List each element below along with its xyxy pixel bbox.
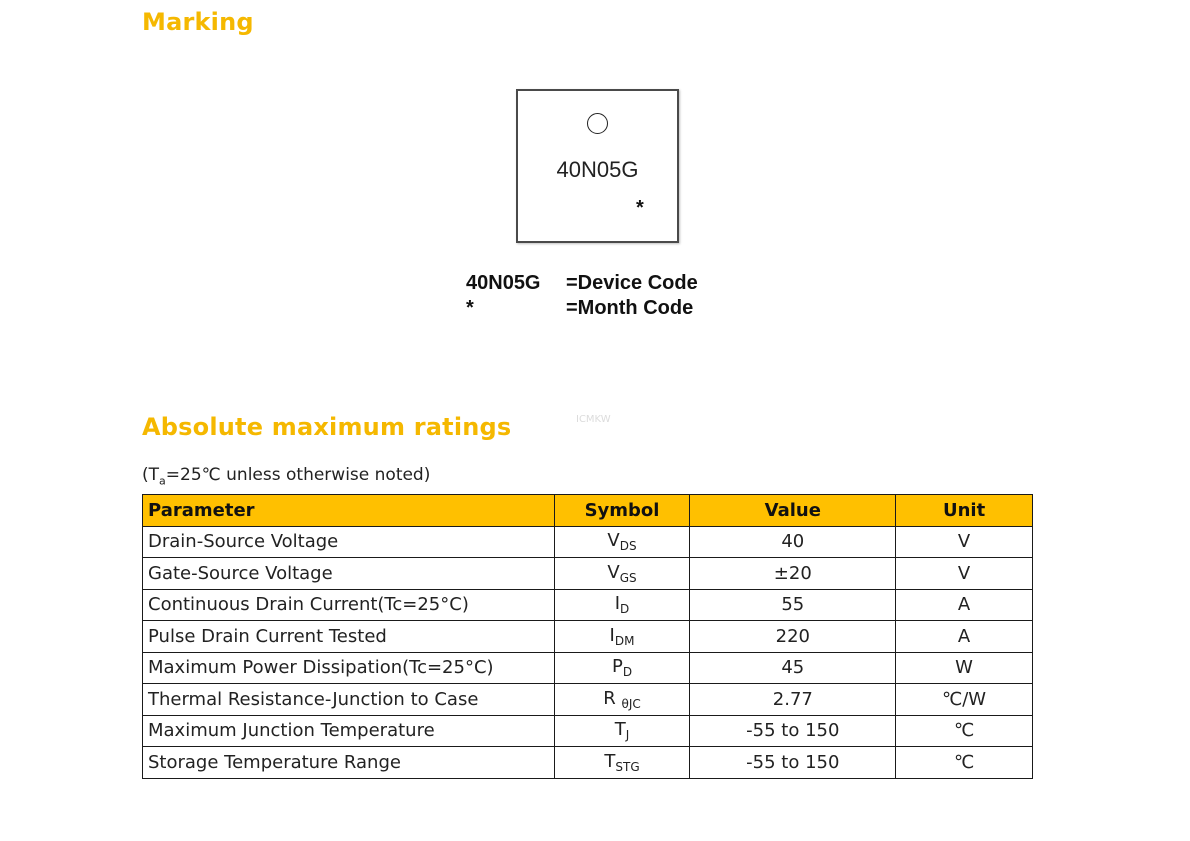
cell-unit: V (896, 526, 1033, 558)
cell-unit: ℃/W (896, 684, 1033, 716)
table-row (143, 684, 1033, 716)
legend-key: * (466, 297, 474, 319)
column-header-unit: Unit (896, 495, 1033, 527)
symbol-subscript: J (625, 728, 630, 743)
cell-unit: ℃ (896, 715, 1033, 747)
marking-legend (466, 271, 698, 321)
pin1-dot-icon (587, 113, 608, 134)
column-header-value: Value (690, 495, 896, 527)
cell-unit: W (896, 652, 1033, 684)
ratings-table (142, 494, 1033, 779)
table-row (143, 747, 1033, 779)
legend-key: 40N05G (466, 272, 541, 294)
ratings-note (142, 465, 430, 487)
cell-unit: A (896, 621, 1033, 653)
cell-symbol (554, 621, 690, 653)
note-prefix: (T (142, 465, 160, 485)
table-row (143, 652, 1033, 684)
chip-device-code: 40N05G (556, 157, 639, 182)
legend-desc: =Device Code (566, 272, 698, 294)
cell-parameter: Continuous Drain Current(Tc=25°C) (143, 589, 555, 621)
cell-unit: ℃ (896, 747, 1033, 779)
symbol-subscript: θJC (621, 696, 641, 711)
symbol-main: P (611, 656, 623, 678)
cell-symbol (554, 684, 690, 716)
column-header-parameter: Parameter (143, 495, 555, 527)
note-suffix: =25℃ unless otherwise noted) (165, 465, 431, 485)
cell-symbol (554, 747, 690, 779)
ratings-table-body (143, 526, 1033, 778)
table-row (143, 558, 1033, 590)
cell-unit: A (896, 589, 1033, 621)
symbol-subscript: D (620, 602, 630, 617)
cell-parameter: Pulse Drain Current Tested (143, 621, 555, 653)
cell-value: 45 (690, 652, 896, 684)
cell-parameter: Gate-Source Voltage (143, 558, 555, 590)
symbol-main: R (603, 687, 622, 709)
cell-value: 40 (690, 526, 896, 558)
symbol-main: T (604, 750, 616, 772)
legend-desc: =Month Code (566, 297, 694, 319)
symbol-main: I (609, 624, 615, 646)
symbol-main: V (607, 561, 620, 583)
cell-value: ±20 (690, 558, 896, 590)
cell-unit: V (896, 558, 1033, 590)
cell-symbol (554, 558, 690, 590)
table-row (143, 526, 1033, 558)
cell-value: 55 (690, 589, 896, 621)
symbol-main: T (614, 719, 626, 741)
cell-symbol (554, 526, 690, 558)
cell-parameter: Drain-Source Voltage (143, 526, 555, 558)
cell-value: -55 to 150 (690, 747, 896, 779)
symbol-main: I (614, 593, 621, 615)
cell-value: 220 (690, 621, 896, 653)
chip-package-diagram (516, 89, 679, 243)
cell-symbol (554, 652, 690, 684)
symbol-subscript: D (622, 665, 633, 680)
cell-value: -55 to 150 (690, 715, 896, 747)
symbol-subscript: DS (619, 539, 637, 554)
table-row (143, 589, 1033, 621)
cell-parameter: Thermal Resistance-Junction to Case (143, 684, 555, 716)
table-row (143, 621, 1033, 653)
symbol-main: V (607, 530, 620, 552)
symbol-subscript: GS (619, 570, 637, 585)
cell-parameter: Maximum Junction Temperature (143, 715, 555, 747)
chip-month-code: * (636, 197, 644, 219)
column-header-symbol: Symbol (554, 495, 690, 527)
cell-value: 2.77 (690, 684, 896, 716)
ratings-heading: Absolute maximum ratings (142, 413, 512, 441)
cell-symbol (554, 715, 690, 747)
table-row (143, 715, 1033, 747)
marking-heading: Marking (142, 8, 254, 36)
symbol-subscript: DM (614, 633, 635, 648)
symbol-subscript: STG (615, 759, 640, 774)
table-header-row (143, 495, 1033, 527)
note-subscript: a (159, 474, 166, 488)
cell-parameter: Storage Temperature Range (143, 747, 555, 779)
legend-row (466, 271, 698, 296)
cell-symbol (554, 589, 690, 621)
watermark: ICMKW (576, 414, 611, 425)
legend-row (466, 296, 698, 321)
cell-parameter: Maximum Power Dissipation(Tc=25°C) (143, 652, 555, 684)
